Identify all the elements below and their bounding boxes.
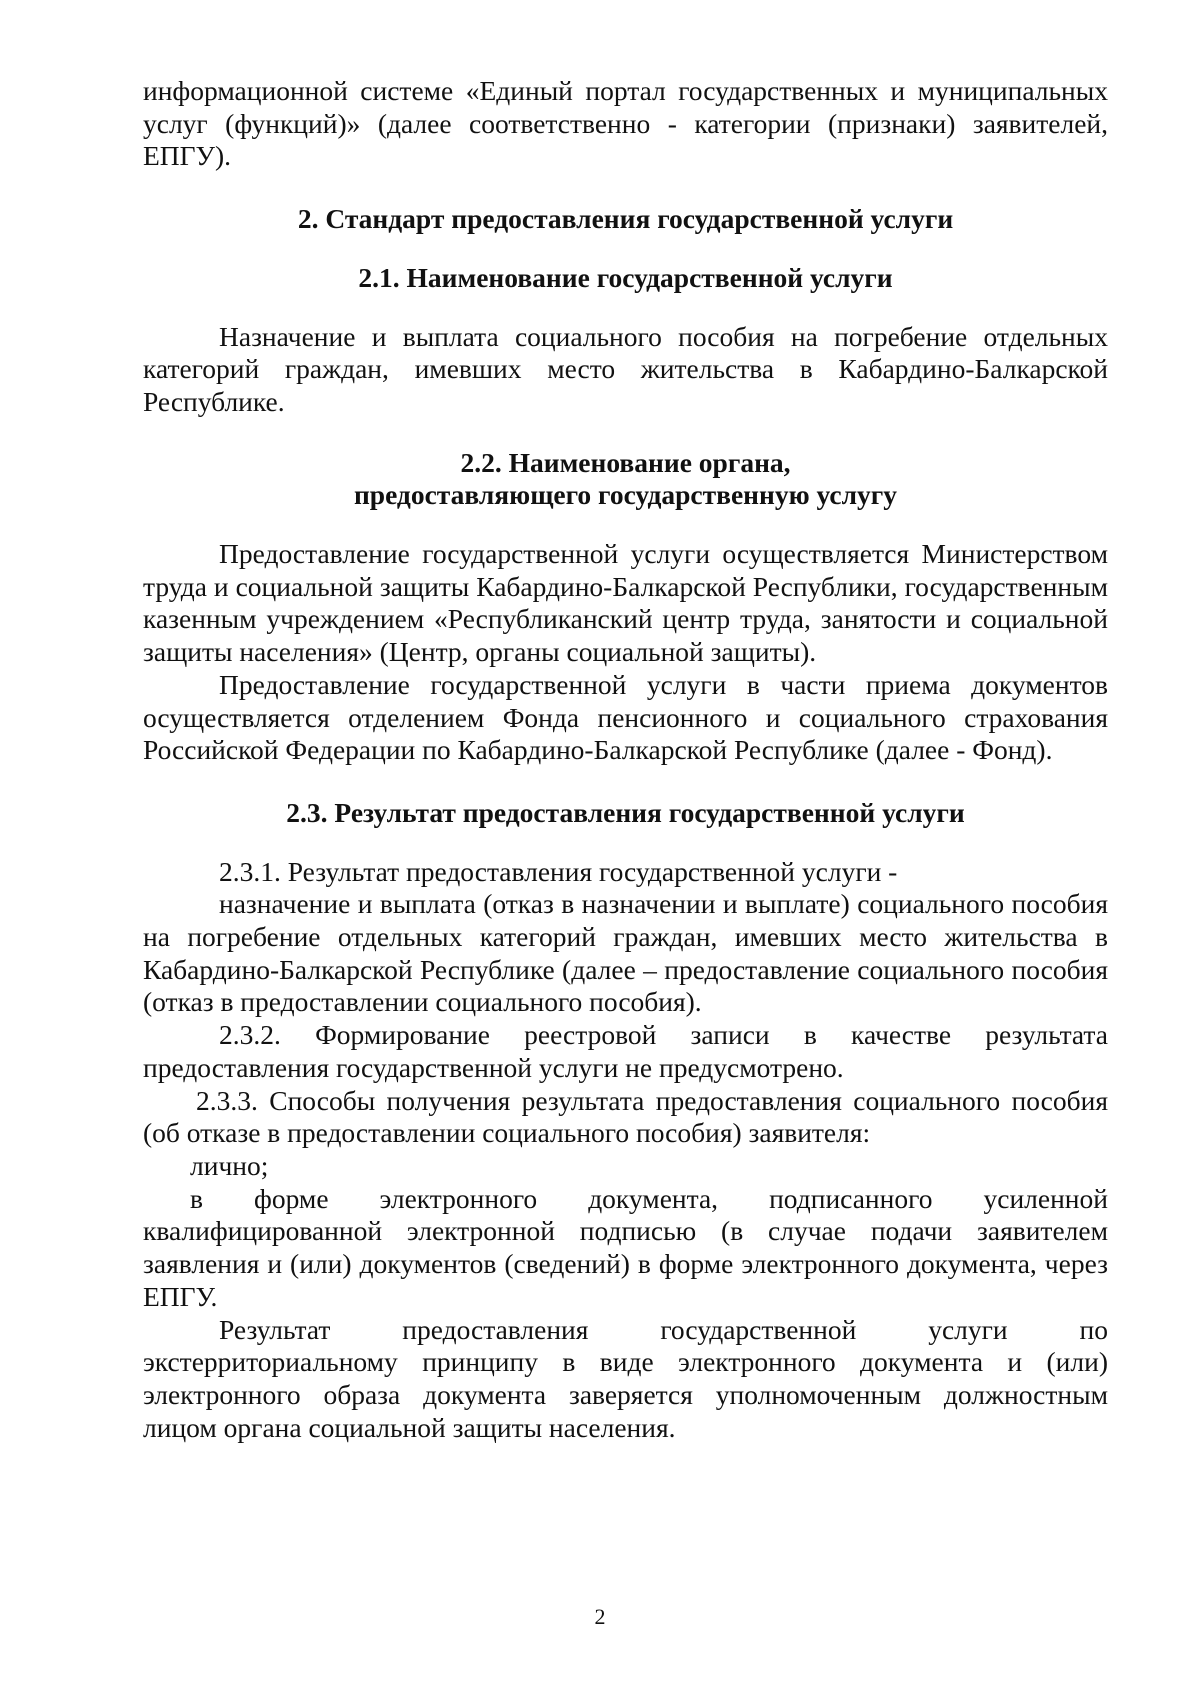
clause-2-3-2: 2.3.2. Формирование реестровой записи в качестве результата предоставления государственной услуги не предусмотрено.: [143, 1019, 1108, 1083]
clause-2-3-3: 2.3.3. Способы получения результата предоставления социального пособия (об отказе в предоставлении социального пособия) заявителя:: [143, 1084, 1108, 1149]
clause-2-3-1: 2.3.1. Результат предоставления государственной услуги -: [219, 855, 898, 887]
clause-2-3-1-body: назначение и выплата (отказ в назначении и выплате) социального пособия на погребение отдельных категорий граждан, имевших место жительства в Кабардино-Балкарской Республике (далее – предоставление социального пособия (отказ в предоставлении социального пособия).: [143, 888, 1108, 1018]
section-2-2-heading: [143, 447, 1108, 512]
method-in-person: лично;: [190, 1149, 269, 1181]
section-2-2-heading-line1: 2.2. Наименование органа,: [460, 446, 791, 478]
section-2-1-text: Назначение и выплата социального пособия на погребение отдельных категорий граждан, имевших место жительства в Кабардино-Балкарской Республике.: [143, 320, 1108, 417]
method-electronic: в форме электронного документа, подписанного усиленной квалифицированной электронной подписью (в случае подачи заявителем заявления и (или) документов (сведений) в форме электронного документа, через ЕПГУ.: [143, 1182, 1108, 1312]
section-2-2-heading-line2: предоставляющего государственную услугу: [353, 479, 898, 511]
section-2-heading: 2. Стандарт предоставления государственной услуги: [297, 203, 954, 235]
intro-paragraph: информационной системе «Единый портал государственных и муниципальных услуг (функций)» (далее соответственно - категории (признаки) заявителей, ЕПГУ).: [143, 75, 1108, 172]
section-2-1-heading: 2.1. Наименование государственной услуги: [358, 261, 893, 293]
section-2-2-paragraph-1: Предоставление государственной услуги осуществляется Министерством труда и социальной защиты Кабардино-Балкарской Республики, государственным казенным учреждением «Республиканский центр труда, занятости и социальной защиты населения» (Центр, органы социальной защиты).: [143, 538, 1108, 668]
page-number: 2: [594, 1604, 606, 1629]
extraterritorial-result-paragraph: Результат предоставления государственной услуги по экстерриториальному принципу в виде электронного документа и (или) электронного образа документа заверяется уполномоченным должностным лицом органа социальной защиты населения.: [143, 1313, 1108, 1443]
section-2-3-heading: 2.3. Результат предоставления государственной услуги: [286, 796, 965, 828]
section-2-2-paragraph-2: Предоставление государственной услуги в части приема документов осуществляется отделением Фонда пенсионного и социального страхования Российской Федерации по Кабардино-Балкарской Республике (далее - Фонд).: [143, 668, 1108, 766]
